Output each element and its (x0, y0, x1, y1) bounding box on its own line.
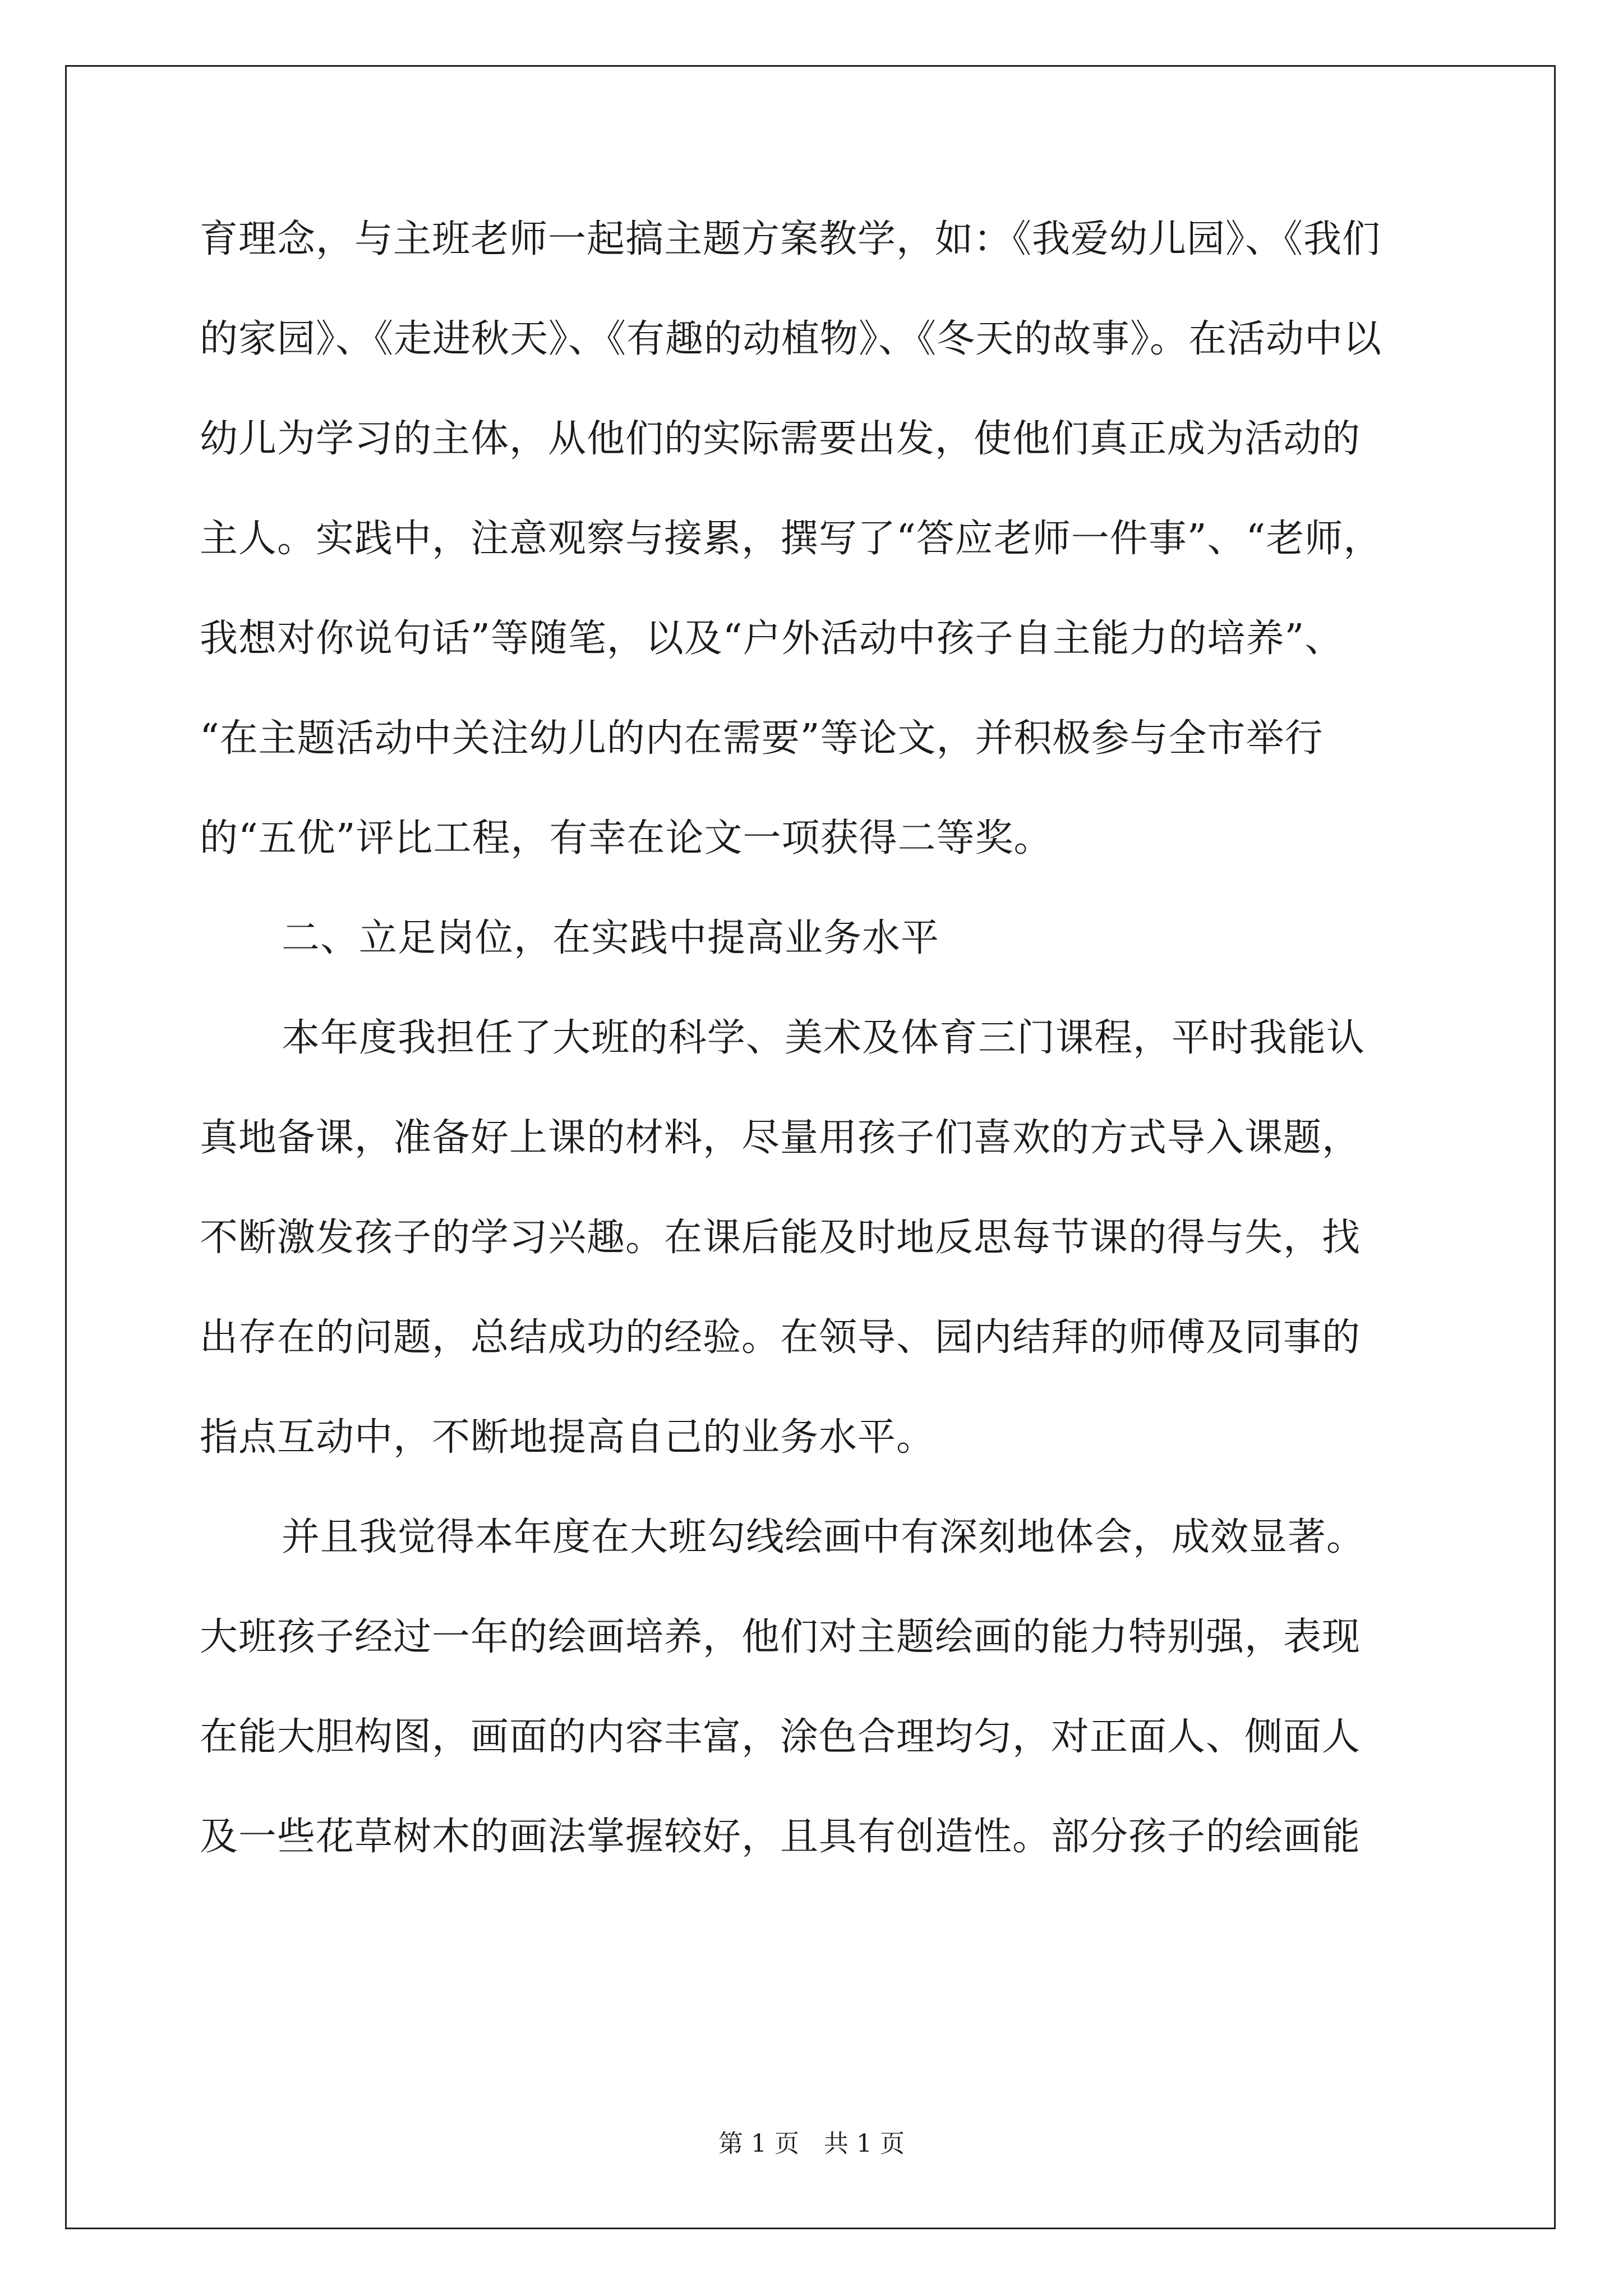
text-line: 本年度我担任了大班的科学、美术及体育三门课程，平时我能认 (282, 1016, 1366, 1060)
text-line: 及一些花草树木的画法掌握较好，且具有创造性。部分孩子的绘画能 (200, 1815, 1361, 1859)
text-line: “在主题活动中关注幼儿的内在需要”等论文，并积极参与全市举行 (200, 716, 1324, 761)
text-line: 指点互动中，不断地提高自己的业务水平。 (200, 1415, 935, 1460)
text-line: 大班孩子经过一年的绘画培养，他们对主题绘画的能力特别强，表现 (200, 1615, 1361, 1659)
text-line: 出存在的问题，总结成功的经验。在领导、园内结拜的师傅及同事的 (200, 1315, 1361, 1360)
text-line: 育理念，与主班老师一起搞主题方案教学，如：《我爱幼儿园》、《我们 (200, 217, 1381, 261)
text-line: 在能大胆构图，画面的内容丰富，涂色合理均匀，对正面人、侧面人 (200, 1715, 1361, 1759)
section-heading: 二、立足岗位，在实践中提高业务水平 (282, 916, 940, 960)
text-line: 不断激发孩子的学习兴趣。在课后能及时地反思每节课的得与失，找 (200, 1216, 1361, 1260)
text-line: 幼儿为学习的主体，从他们的实际需要出发，使他们真正成为活动的 (200, 417, 1361, 461)
text-line: 的家园》、《走进秋天》、《有趣的动植物》、《冬天的故事》。在活动中以 (200, 317, 1382, 361)
page-number: 第 1 页 共 1 页 (718, 2129, 905, 2158)
text-line: 并且我觉得本年度在大班勾线绘画中有深刻地体会，成效显著。 (282, 1515, 1366, 1559)
text-line: 真地备课，准备好上课的材料，尽量用孩子们喜欢的方式导入课题， (200, 1116, 1361, 1160)
text-line: 我想对你说句话”等随笔，以及“户外活动中孩子自主能力的培养”、 (200, 616, 1344, 661)
text-line: 的“五优”评比工程，有幸在论文一项获得二等奖。 (200, 816, 1053, 861)
text-line: 主人。实践中，注意观察与接累，撰写了“答应老师一件事”、“老师， (200, 517, 1382, 561)
